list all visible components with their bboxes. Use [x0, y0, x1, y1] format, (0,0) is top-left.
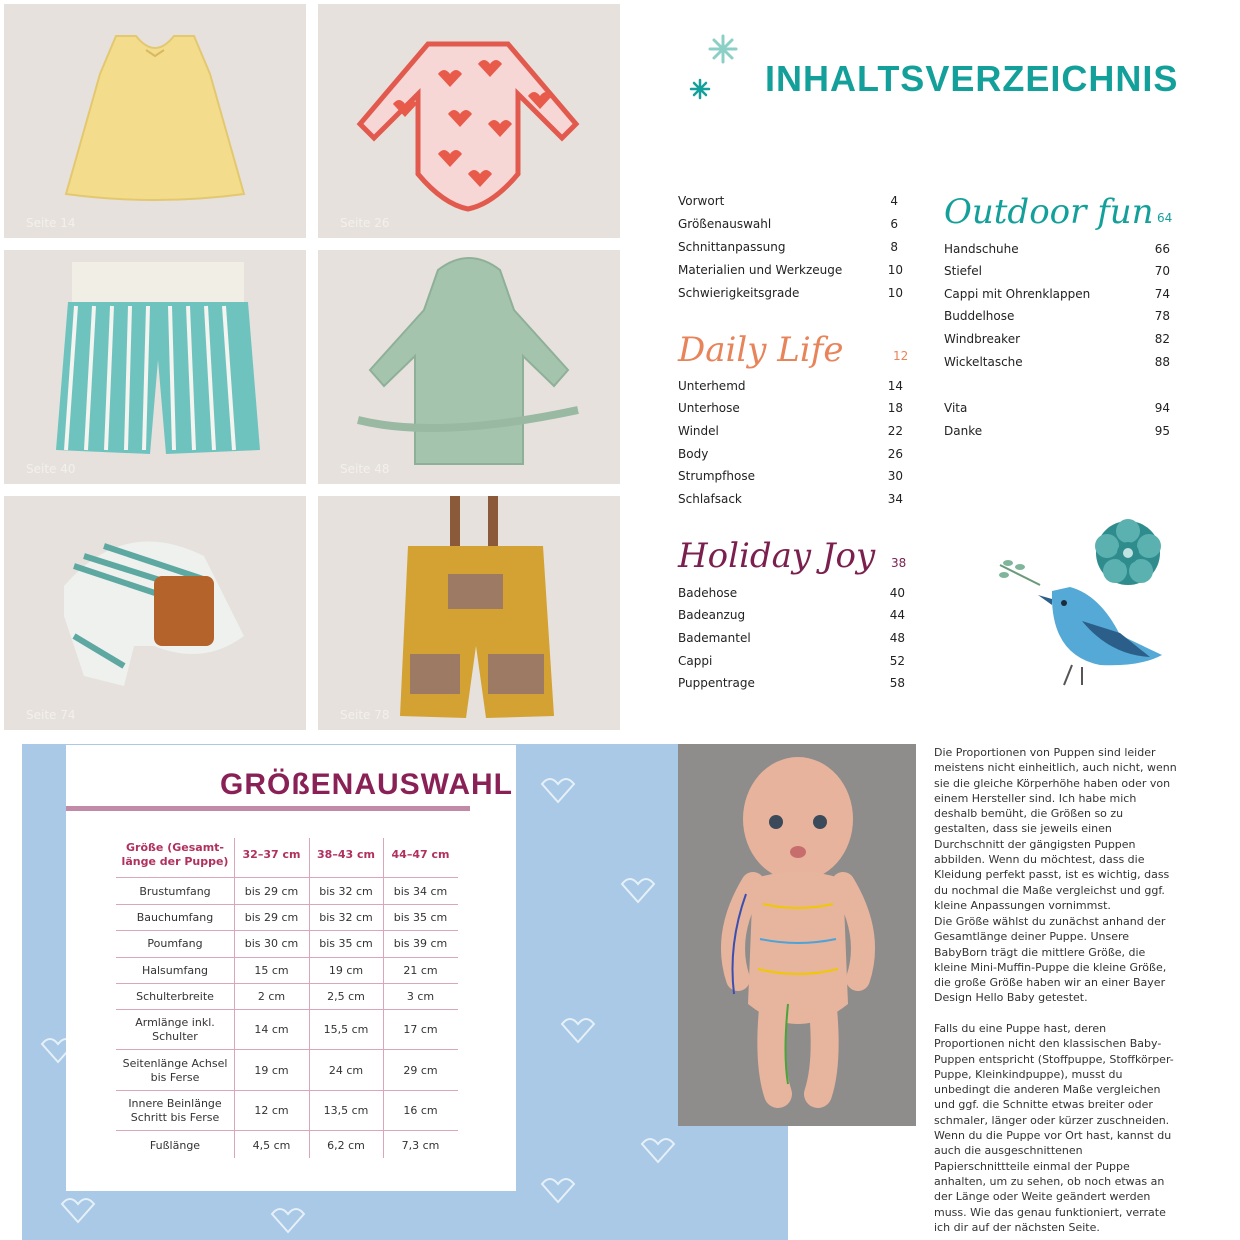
overalls-illustration: [318, 496, 620, 730]
section-page: 64: [1157, 211, 1173, 225]
table-cell: bis 32 cm: [319, 884, 373, 898]
column-divider: [234, 838, 235, 1158]
photo-pants: [4, 250, 306, 484]
photo-robe: [318, 250, 620, 484]
photo-body: [318, 4, 620, 238]
section-heading-outdoor-fun: Outdoor fun: [944, 192, 1154, 232]
table-cell: 19 cm: [254, 1063, 289, 1077]
row-divider: [116, 930, 458, 931]
table-cell: bis 35 cm: [319, 937, 373, 950]
table-cell: bis 29 cm: [244, 884, 299, 898]
row-divider: [116, 877, 458, 878]
bird-illustration: [990, 515, 1170, 695]
row-divider: [116, 1090, 458, 1091]
star-decoration-icon: [686, 28, 746, 108]
row-label-cell: Schulterbreite: [136, 990, 214, 1003]
top-illustration: [4, 4, 306, 238]
table-cell: 19 cm: [328, 964, 364, 977]
photo-top: [4, 4, 306, 238]
table-cell: 12 cm: [254, 1104, 289, 1117]
table-cell: 14 cm: [254, 1023, 289, 1036]
table-cell: 7,3 cm: [401, 1138, 440, 1152]
row-label-cell: Fußlänge: [149, 1138, 201, 1152]
row-divider: [116, 1049, 458, 1050]
table-cell: 15 cm: [254, 964, 289, 977]
size-chart-title: GRÖßENAUSWAHL: [220, 768, 513, 801]
pants-illustration: [4, 250, 306, 484]
table-header-cell: 38–43 cm: [317, 848, 375, 861]
cap-illustration: [4, 496, 306, 730]
photo-label: Seite 14: [26, 216, 76, 230]
doll-illustration: [678, 744, 916, 1126]
row-label-cell: Armlänge inkl. Schulter: [135, 1016, 215, 1043]
photo-label: Seite 26: [340, 216, 390, 230]
doll-photo: [678, 744, 916, 1126]
table-cell: 24 cm: [328, 1063, 364, 1077]
body-paragraph: Falls du eine Puppe hast, deren Proportionen nicht den klassischen Baby-Puppen entspricht (Stoffpuppe, Stoffkörper-Puppe, Kleinkindpuppe), musst du unbedingt die anderen Maße vergleichen und ggf. die Schnitte etwas breiter oder schmaler, länger oder kürzer zuschneiden. Wenn du die Puppe vor Ort hast, kannst du auch die ausgeschnittenen Papierschnittteile einmal der Puppe anhalten, um zu sehen, ob noch etwas an der Länge oder Weite geändert werden muss. Wie das genau funktioniert, verrate ich dir auf der nächsten Seite.: [934, 1022, 1174, 1234]
table-cell: bis 34 cm: [393, 884, 448, 898]
photo-label: Seite 74: [26, 708, 76, 722]
row-label-cell: Innere Beinlänge Schritt bis Ferse: [128, 1097, 222, 1124]
row-divider: [116, 1009, 458, 1010]
table-header-cell: 32–37 cm: [242, 848, 301, 861]
table-cell: bis 29 cm: [244, 911, 299, 924]
toc-title: INHALTSVERZEICHNIS: [765, 58, 1179, 99]
row-divider: [116, 1130, 458, 1131]
table-cell: bis 39 cm: [393, 937, 448, 950]
table-cell: 16 cm: [403, 1104, 438, 1117]
body-paragraph: Die Proportionen von Puppen sind leider meistens nicht einheitlich, auch nicht, wenn sie die gleiche Körperhöhe haben oder von einem Hersteller sind. Ich habe mich deshalb bemüht, die Größen so zu gestalten, dass sie jeweils einen Durchschnitt der gängigsten Puppen abbilden. Wenn du möchtest, dass die Kleidung perfekt passt, ist es wichtig, dass du nochmal die Maße vergleichst und ggf. kleine Anpassungen vornimmst.: [934, 746, 1177, 912]
table-cell: 3 cm: [406, 990, 435, 1003]
table-cell: 6,2 cm: [327, 1138, 365, 1152]
column-divider: [383, 838, 384, 1158]
photo-overalls: [318, 496, 620, 730]
section-page: 38: [891, 556, 907, 570]
column-divider: [309, 838, 310, 1158]
table-cell: bis 35 cm: [393, 911, 448, 924]
row-label-cell: Bauchumfang: [136, 911, 214, 924]
photo-label: Seite 78: [340, 708, 390, 722]
title-underline: [66, 806, 470, 811]
table-cell: bis 32 cm: [319, 911, 373, 924]
table-cell: 2 cm: [257, 990, 286, 1003]
robe-illustration: [318, 250, 620, 484]
row-divider: [116, 957, 458, 958]
table-header-cell: Größe (Gesamt-länge der Puppe): [121, 841, 229, 868]
body-illustration: [318, 4, 620, 238]
table-cell: 4,5 cm: [252, 1138, 291, 1152]
row-label-cell: Seitenlänge Achsel bis Ferse: [122, 1056, 228, 1084]
photo-label: Seite 48: [340, 462, 390, 476]
row-label-cell: Halsumfang: [141, 964, 209, 977]
row-label-cell: Brustumfang: [139, 884, 211, 898]
body-paragraph: Die Größe wählst du zunächst anhand der Gesamtlänge deiner Puppe. Unsere BabyBorn trägt die mittlere Größe, die kleine Mini-Muffin-Puppe die kleine Größe, die große Größe haben wir an einer Bayer Design Hello Baby getestet.: [934, 915, 1167, 1005]
section-page: 12: [893, 349, 909, 363]
table-cell: 21 cm: [403, 964, 438, 977]
row-divider: [116, 983, 458, 984]
section-heading-daily-life: Daily Life: [678, 330, 844, 370]
table-cell: bis 30 cm: [244, 937, 299, 950]
table-cell: 15,5 cm: [323, 1023, 369, 1036]
table-cell: 2,5 cm: [327, 990, 365, 1003]
photo-cap: [4, 496, 306, 730]
table-cell: 17 cm: [403, 1023, 438, 1036]
row-divider: [116, 904, 458, 905]
section-heading-holiday-joy: Holiday Joy: [678, 536, 876, 576]
table-cell: 29 cm: [403, 1063, 438, 1077]
table-header-cell: 44–47 cm: [391, 848, 450, 861]
table-cell: 13,5 cm: [323, 1104, 369, 1117]
row-label-cell: Poumfang: [147, 937, 203, 950]
photo-label: Seite 40: [26, 462, 76, 476]
